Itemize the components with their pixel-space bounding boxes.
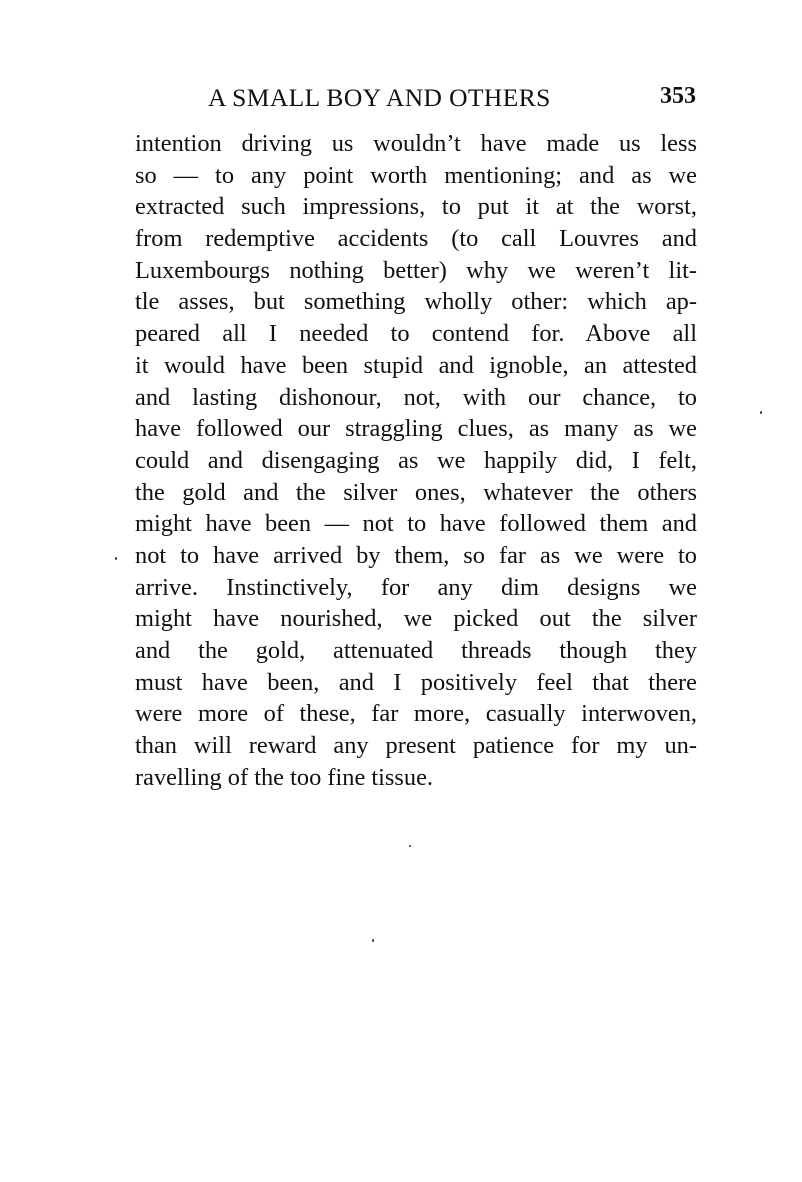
scan-speck (409, 845, 411, 847)
text-line: have followed our straggling clues, as many as we (135, 415, 697, 443)
text-line: arrive. Instinctively, for any dim designs we (135, 573, 697, 601)
text-line: extracted such impressions, to put it at the worst, (135, 193, 697, 221)
text-line: so — to any point worth mentioning; and as we (135, 161, 697, 189)
text-line: were more of these, far more, casually interwoven, (135, 700, 697, 728)
text-line: ravelling of the too fine tissue. (135, 763, 434, 791)
text-line: must have been, and I positively feel that there (135, 668, 697, 696)
text-line: and lasting dishonour, not, with our chance, to (135, 383, 697, 411)
text-line: intention driving us wouldn’t have made us less (135, 130, 697, 157)
text-line: it would have been stupid and ignoble, an attested (135, 351, 697, 379)
text-line: and the gold, attenuated threads though they (135, 637, 697, 664)
scan-speck (372, 939, 374, 942)
text-line: could and disengaging as we happily did, I felt, (135, 446, 697, 474)
text-line: Luxembourgs nothing better) why we weren’t lit- (135, 256, 697, 284)
running-title: A SMALL BOY AND OTHERS (208, 83, 551, 112)
scan-speck (115, 557, 117, 560)
text-line: not to have arrived by them, so far as we were to (135, 541, 697, 569)
text-line: might have nourished, we picked out the silver (135, 605, 697, 633)
body-text (135, 128, 697, 793)
text-line: peared all I needed to contend for. Above all (135, 320, 697, 348)
text-line: tle asses, but something wholly other: which ap- (135, 288, 697, 316)
text-line: than will reward any present patience for my un- (135, 732, 697, 760)
text-line: from redemptive accidents (to call Louvres and (135, 225, 697, 253)
text-line: might have been — not to have followed them and (135, 510, 697, 538)
running-header (208, 83, 696, 117)
page-number: 353 (660, 83, 696, 109)
text-line: the gold and the silver ones, whatever the others (135, 478, 697, 506)
scan-speck (760, 411, 762, 414)
